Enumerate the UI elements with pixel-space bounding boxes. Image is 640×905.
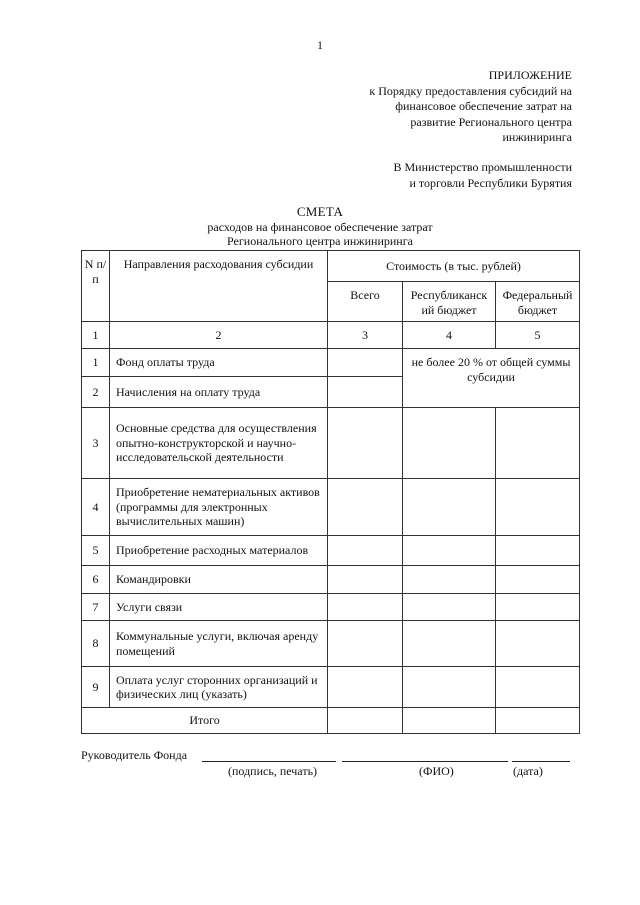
row-num: 9 — [82, 667, 110, 708]
row-num: 7 — [82, 594, 110, 621]
cell-republic — [403, 536, 496, 566]
cell-republic — [403, 566, 496, 594]
row-num: 8 — [82, 621, 110, 667]
appendix-line: финансовое обеспечение затрат на — [395, 99, 572, 113]
row-name: Приобретение нематериальных активов (программы для электронных вычислительных машин) — [110, 479, 328, 536]
cell-total — [328, 536, 403, 566]
index-cell: 5 — [496, 322, 580, 349]
page-number: 1 — [317, 38, 323, 52]
appendix-header — [272, 68, 572, 146]
table-row — [82, 349, 580, 377]
cell-federal — [496, 536, 580, 566]
document-subtitle-line: Регионального центра инжиниринга — [227, 234, 413, 248]
cell-republic — [403, 621, 496, 667]
row-name: Приобретение расходных материалов — [110, 536, 328, 566]
cell-total — [328, 479, 403, 536]
row-name: Основные средства для осуществления опытно-конструкторской и научно-исследовательской деятельности — [110, 408, 328, 479]
appendix-line: ПРИЛОЖЕНИЕ — [488, 68, 572, 82]
cell-federal — [496, 594, 580, 621]
cell-total — [328, 377, 403, 408]
index-cell: 4 — [403, 322, 496, 349]
signature-line — [202, 761, 336, 762]
total-label: Итого — [82, 708, 328, 734]
cell-federal — [496, 479, 580, 536]
header-total: Всего — [328, 282, 403, 322]
cell-federal — [496, 566, 580, 594]
header-num: N п/п — [82, 251, 110, 322]
cell-total — [328, 667, 403, 708]
cell-federal — [496, 408, 580, 479]
cell-republic — [403, 667, 496, 708]
appendix-line: инжиниринга — [502, 130, 572, 144]
cell-federal — [496, 708, 580, 734]
row-name: Коммунальные услуги, включая аренду помещений — [110, 621, 328, 667]
table-row — [82, 536, 580, 566]
table-index-row — [82, 322, 580, 349]
header-direction: Направления расходования субсидии — [110, 251, 328, 322]
row-name: Начисления на оплату труда — [110, 377, 328, 408]
index-cell: 1 — [82, 322, 110, 349]
cell-total — [328, 708, 403, 734]
document-subtitle-line: расходов на финансовое обеспечение затрат — [207, 219, 433, 234]
table-row — [82, 667, 580, 708]
cell-republic — [403, 594, 496, 621]
cell-federal — [496, 667, 580, 708]
document-title: СМЕТА — [296, 204, 344, 219]
header-cost: Стоимость (в тыс. рублей) — [328, 251, 580, 282]
estimate-table — [81, 250, 580, 734]
index-cell: 2 — [110, 322, 328, 349]
table-row — [82, 621, 580, 667]
row-num: 1 — [82, 349, 110, 377]
name-line — [342, 761, 508, 762]
cell-total — [328, 408, 403, 479]
row-num: 2 — [82, 377, 110, 408]
cell-republic — [403, 479, 496, 536]
row-num: 3 — [82, 408, 110, 479]
row-name: Командировки — [110, 566, 328, 594]
row-name: Фонд оплаты труда — [110, 349, 328, 377]
merged-limit-note: не более 20 % от общей суммы субсидии — [403, 349, 580, 408]
date-caption: (дата) — [513, 764, 543, 778]
addressee — [272, 160, 572, 191]
table-row — [82, 566, 580, 594]
table-row — [82, 408, 580, 479]
header-federal: Федеральный бюджет — [496, 282, 580, 322]
row-num: 4 — [82, 479, 110, 536]
index-cell: 3 — [328, 322, 403, 349]
cell-total — [328, 621, 403, 667]
header-republic: Республиканск ий бюджет — [403, 282, 496, 322]
name-caption: (ФИО) — [419, 764, 454, 778]
row-name: Услуги связи — [110, 594, 328, 621]
cell-republic — [403, 708, 496, 734]
row-num: 5 — [82, 536, 110, 566]
cell-total — [328, 594, 403, 621]
cell-republic — [403, 408, 496, 479]
table-row — [82, 594, 580, 621]
cell-federal — [496, 621, 580, 667]
table-header-row — [82, 251, 580, 282]
table-row — [82, 479, 580, 536]
cell-total — [328, 566, 403, 594]
addressee-line: и торговли Республики Бурятия — [409, 175, 572, 190]
signature-caption: (подпись, печать) — [228, 764, 318, 778]
row-name: Оплата услуг сторонних организаций и физических лиц (указать) — [110, 667, 328, 708]
row-num: 6 — [82, 566, 110, 594]
head-of-fund-label: Руководитель Фонда — [81, 748, 188, 762]
table-total-row — [82, 708, 580, 734]
date-line — [512, 761, 570, 762]
document-title-block — [0, 205, 640, 249]
appendix-line: развитие Регионального центра — [410, 114, 572, 129]
cell-total — [328, 349, 403, 377]
addressee-line: В Министерство промышленности — [393, 160, 572, 174]
appendix-line: к Порядку предоставления субсидий на — [369, 83, 572, 98]
